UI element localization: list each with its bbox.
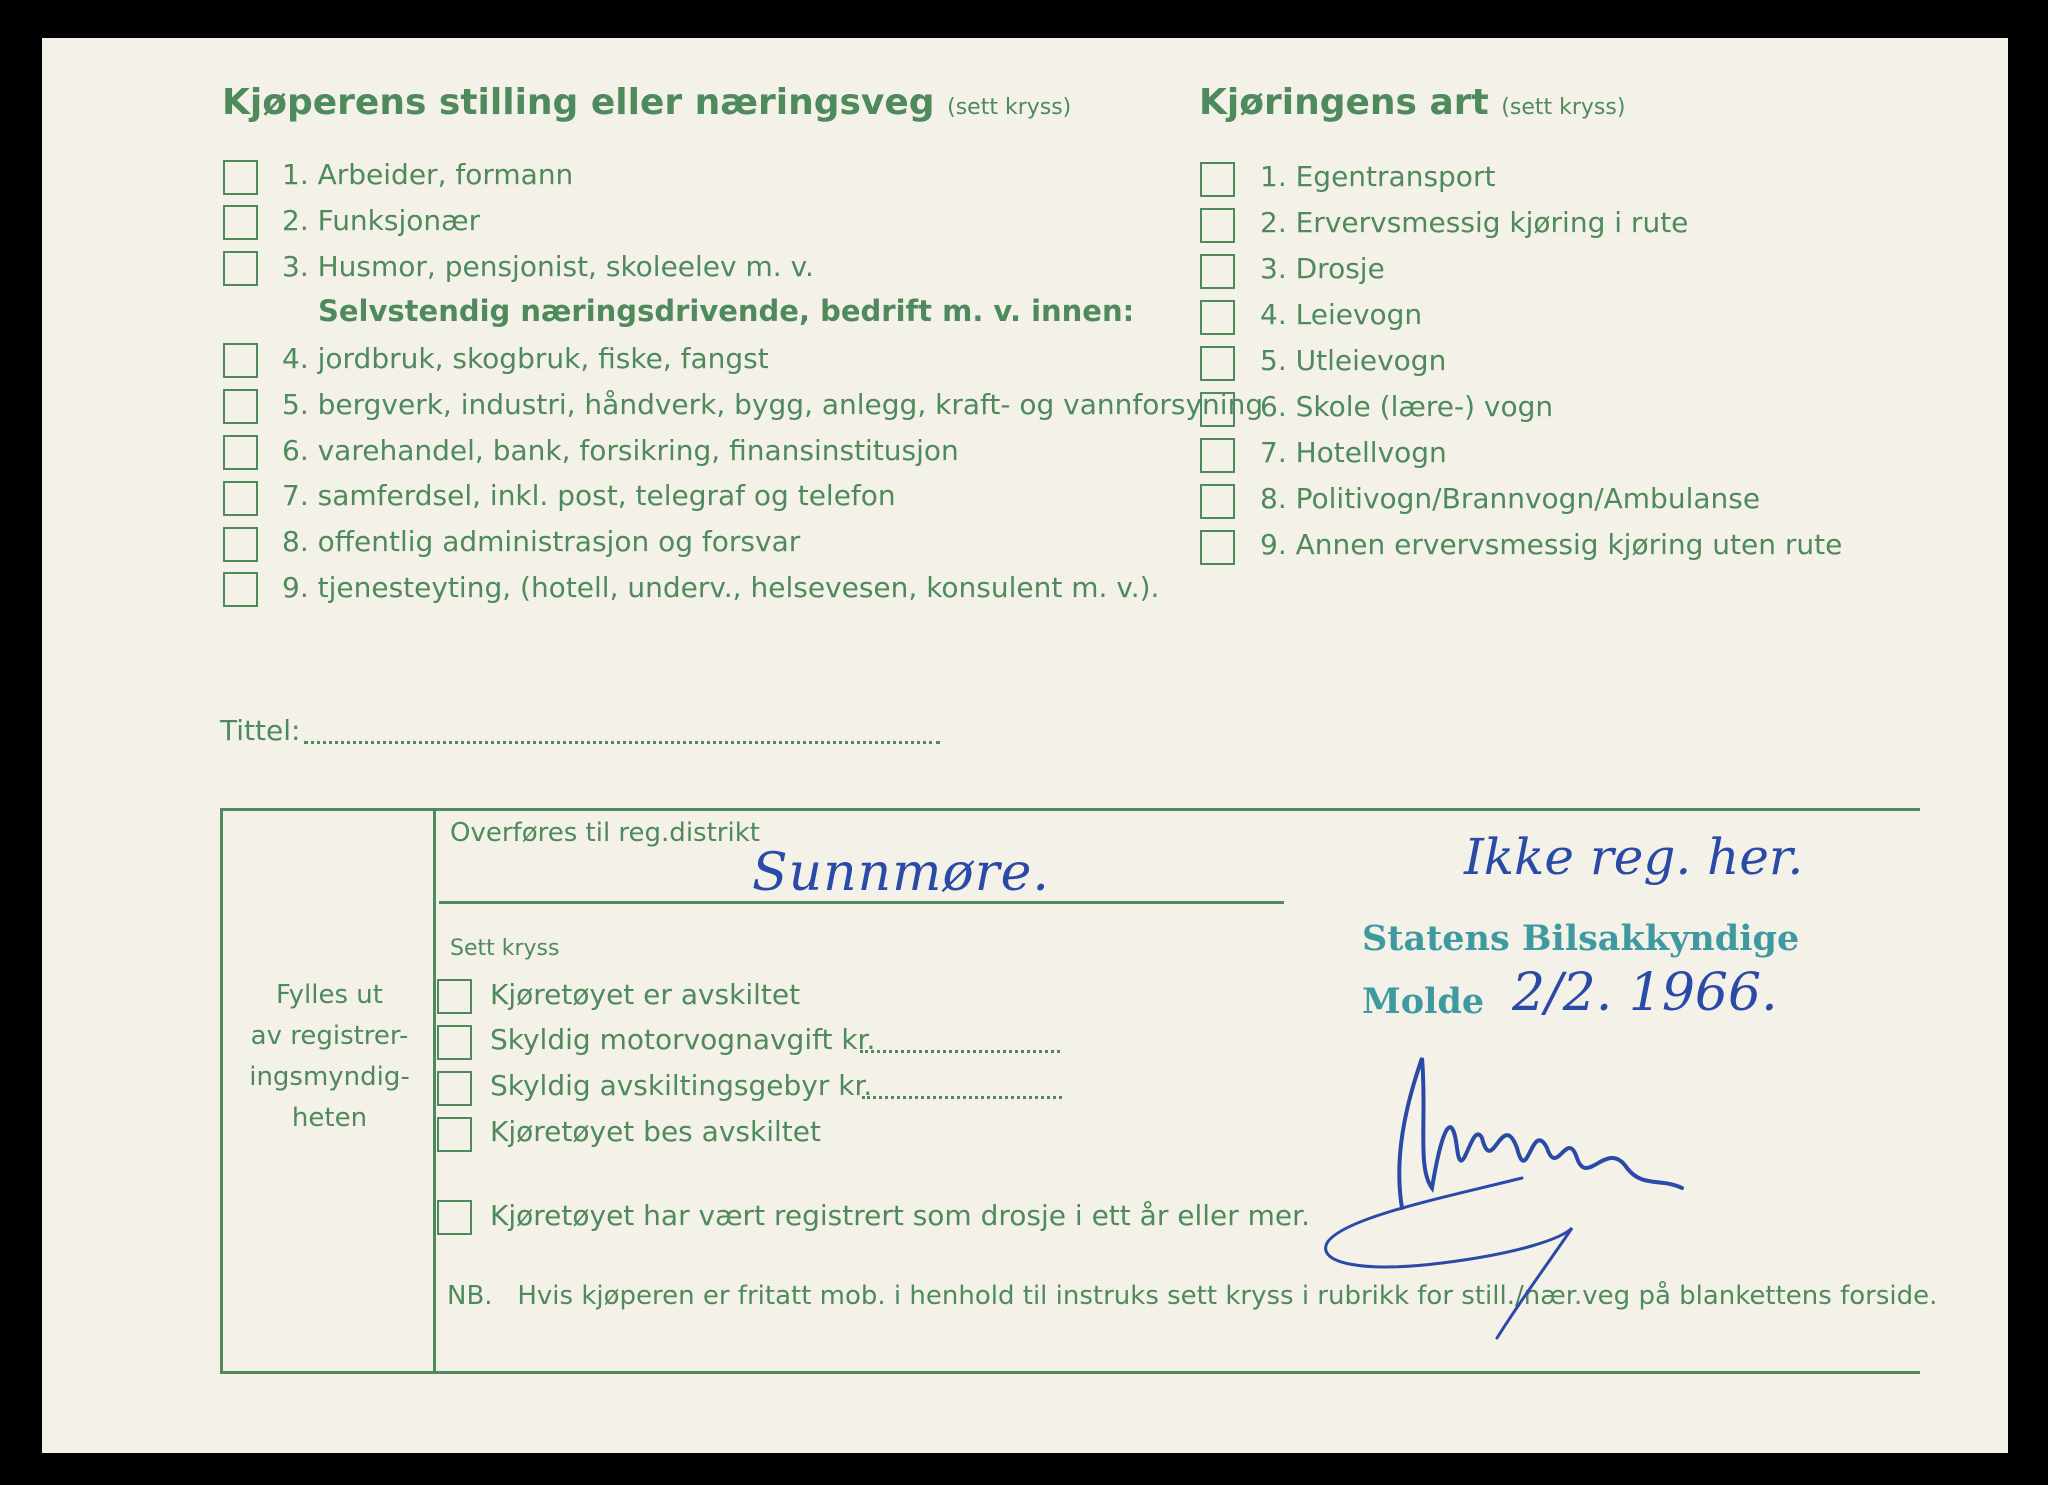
check-avskiltingsgebyr-label: Skyldig avskiltingsgebyr kr. (490, 1069, 873, 1102)
sett-kryss-label: Sett kryss (450, 936, 560, 961)
right-checkbox-1[interactable] (1200, 162, 1235, 197)
side-label-line-3: ingsmyndig- (249, 1062, 410, 1092)
right-checkbox-5[interactable] (1200, 346, 1235, 381)
side-label-line-4: heten (291, 1103, 368, 1133)
right-item-4: 4. Leievogn (1260, 298, 1423, 331)
handwritten-date: 2/2. 1966. (1512, 963, 1778, 1023)
check-avskiltingsgebyr-box[interactable] (437, 1071, 472, 1106)
left-checkbox-1[interactable] (223, 160, 258, 195)
side-label-line-2: av registrer- (250, 1021, 409, 1051)
left-item-5: 5. bergverk, industri, håndverk, bygg, anlegg, kraft- og vannforsyning (282, 388, 1264, 421)
left-section-title: Kjøperens stilling eller næringsveg (sett kryss) (222, 82, 1072, 123)
left-title-note: (sett kryss) (947, 95, 1072, 120)
left-checkbox-7[interactable] (223, 481, 258, 516)
left-item-3: 3. Husmor, pensjonist, skoleelev m. v. (282, 250, 814, 283)
check-drosje-box[interactable] (437, 1200, 472, 1235)
right-checkbox-4[interactable] (1200, 300, 1235, 335)
side-label-line-1: Fylles ut (276, 980, 383, 1010)
section-bottom-rule (220, 1371, 1920, 1374)
left-checkbox-6[interactable] (223, 435, 258, 470)
left-item-4: 4. jordbruk, skogbruk, fiske, fangst (282, 342, 769, 375)
right-item-1: 1. Egentransport (1260, 160, 1496, 193)
check-motorvognavgift-box[interactable] (437, 1025, 472, 1060)
section-left-rule (220, 808, 223, 1373)
left-checkbox-2[interactable] (223, 205, 258, 240)
check-bes-avskiltet-box[interactable] (437, 1117, 472, 1152)
left-subheading: Selvstendig næringsdrivende, bedrift m. v. innen: (318, 294, 1135, 328)
right-checkbox-3[interactable] (1200, 254, 1235, 289)
nb-note: NB. Hvis kjøperen er fritatt mob. i henhold til instruks sett kryss i rubrikk for still./nær.veg på blankettens forside. (447, 1281, 1938, 1311)
tittel-label: Tittel: (220, 714, 301, 747)
left-item-7: 7. samferdsel, inkl. post, telegraf og telefon (282, 479, 896, 512)
form-page (42, 38, 2008, 1453)
transfer-label: Overføres til reg.distrikt (450, 818, 760, 848)
check-bes-avskiltet-label: Kjøretøyet bes avskiltet (490, 1115, 821, 1148)
right-item-6: 6. Skole (lære-) vogn (1260, 390, 1554, 423)
side-label (227, 975, 432, 1139)
check-motorvognavgift-label: Skyldig motorvognavgift kr. (490, 1023, 876, 1056)
section-divider (433, 808, 436, 1373)
check-avskiltet-label: Kjøretøyet er avskiltet (490, 978, 801, 1011)
avskiltingsgebyr-amount[interactable] (862, 1096, 1062, 1099)
section-top-rule (220, 808, 1920, 811)
transfer-value[interactable]: Sunnmøre. (752, 843, 1050, 903)
left-item-8: 8. offentlig administrasjon og forsvar (282, 525, 801, 558)
right-item-8: 8. Politivogn/Brannvogn/Ambulanse (1260, 482, 1761, 515)
check-drosje-label: Kjøretøyet har vært registrert som drosje i ett år eller mer. (490, 1199, 1310, 1232)
left-item-9: 9. tjenesteyting, (hotell, underv., helsevesen, konsulent m. v.). (282, 571, 1160, 604)
right-item-7: 7. Hotellvogn (1260, 436, 1447, 469)
right-checkbox-7[interactable] (1200, 438, 1235, 473)
left-item-1: 1. Arbeider, formann (282, 158, 574, 191)
tittel-field[interactable] (304, 741, 940, 744)
right-checkbox-9[interactable] (1200, 530, 1235, 565)
right-item-5: 5. Utleievogn (1260, 344, 1447, 377)
right-title-note: (sett kryss) (1501, 95, 1626, 120)
left-item-6: 6. varehandel, bank, forsikring, finansinstitusjon (282, 434, 959, 467)
left-checkbox-5[interactable] (223, 389, 258, 424)
motorvognavgift-amount[interactable] (860, 1050, 1060, 1053)
right-section-title: Kjøringens art (sett kryss) (1199, 82, 1626, 123)
right-checkbox-8[interactable] (1200, 484, 1235, 519)
right-checkbox-2[interactable] (1200, 208, 1235, 243)
right-item-2: 2. Ervervsmessig kjøring i rute (1260, 206, 1689, 239)
stamp-line-1: Statens Bilsakkyndige (1362, 918, 1800, 959)
signature (1322, 1028, 1742, 1358)
left-checkbox-9[interactable] (223, 572, 258, 607)
handwritten-note: Ikke reg. her. (1464, 828, 1804, 886)
left-checkbox-8[interactable] (223, 527, 258, 562)
left-checkbox-4[interactable] (223, 343, 258, 378)
right-item-3: 3. Drosje (1260, 252, 1385, 285)
stamp-line-2: Molde (1362, 981, 1485, 1022)
right-checkbox-6[interactable] (1200, 392, 1235, 427)
check-avskiltet-box[interactable] (437, 979, 472, 1014)
left-item-2: 2. Funksjonær (282, 204, 481, 237)
right-item-9: 9. Annen ervervsmessig kjøring uten rute (1260, 528, 1843, 561)
signature-text: signature (1322, 1028, 1327, 1029)
left-checkbox-3[interactable] (223, 251, 258, 286)
